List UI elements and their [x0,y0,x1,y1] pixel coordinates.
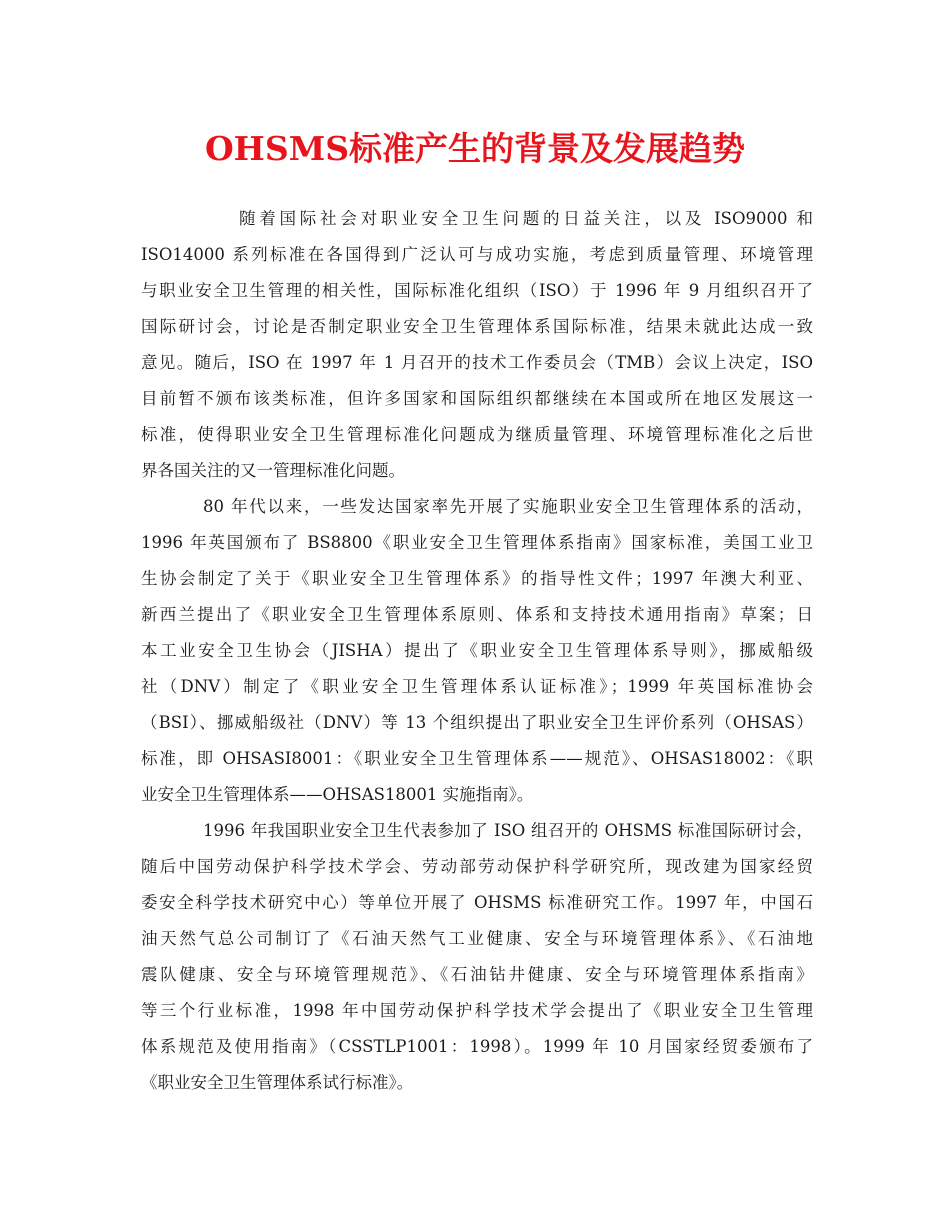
paragraph-line: 1996 年我国职业安全卫生代表参加了 ISO 组召开的 OHSMS 标准国际研讨会， [203,821,813,840]
paragraph-line: 新西兰提出了《职业安全卫生管理体系原则、体系和支持技术通用指南》草案；日 [141,605,813,624]
paragraph-line: ISO14000 系列标准在各国得到广泛认可与成功实施，考虑到质量管理、环境管理 [141,245,813,264]
paragraph-list [141,201,813,1101]
paragraph-line: 本工业安全卫生协会（JISHA）提出了《职业安全卫生管理体系导则》，挪威船级 [141,641,813,660]
document-body [141,201,813,1101]
paragraph-line: 目前暂不颁布该类标准，但许多国家和国际组织都继续在本国或所在地区发展这一 [141,389,813,408]
paragraph [141,201,813,489]
paragraph-line: 80 年代以来，一些发达国家率先开展了实施职业安全卫生管理体系的活动， [203,497,813,516]
paragraph-line: 油天然气总公司制订了《石油天然气工业健康、安全与环境管理体系》、《石油地 [141,929,813,948]
paragraph-line: 社（DNV）制定了《职业安全卫生管理体系认证标准》；1999 年英国标准协会 [141,677,813,696]
paragraph-line: 与职业安全卫生管理的相关性，国际标准化组织（ISO）于 1996 年 9 月组织召开了 [141,281,813,300]
paragraph-line: 体系规范及使用指南》（CSSTLP1001：1998）。1999 年 10 月国家经贸委颁布了 [141,1037,813,1056]
paragraph-line: 震队健康、安全与环境管理规范》、《石油钻井健康、安全与环境管理体系指南》 [141,965,813,984]
paragraph [141,489,813,813]
paragraph-line: 随后中国劳动保护科学技术学会、劳动部劳动保护科学研究所，现改建为国家经贸 [141,857,813,876]
paragraph [141,813,813,1101]
paragraph-line: 委安全科学技术研究中心）等单位开展了 OHSMS 标准研究工作。1997 年，中国石 [141,893,813,912]
paragraph-line: 业安全卫生管理体系——OHSAS18001 实施指南》。 [141,785,534,804]
paragraph-line: 标准，即 OHSASI8001：《职业安全卫生管理体系——规范》、OHSAS18002：《职 [141,749,813,768]
paragraph-line: 意见。随后，ISO 在 1997 年 1 月召开的技术工作委员会（TMB）会议上决定，ISO [141,353,813,372]
paragraph-line: 随着国际社会对职业安全卫生问题的日益关注，以及 ISO9000 和 [239,209,813,228]
paragraph-line: 标准，使得职业安全卫生管理标准化问题成为继质量管理、环境管理标准化之后世 [141,425,813,444]
paragraph-line: （BSI）、挪威船级社（DNV）等 13 个组织提出了职业安全卫生评价系列（OHSAS） [141,713,813,732]
paragraph-line: 生协会制定了关于《职业安全卫生管理体系》的指导性文件；1997 年澳大利亚、 [141,569,813,588]
paragraph-line: 界各国关注的又一管理标准化问题。 [141,461,405,480]
paragraph-line: 《职业安全卫生管理体系试行标准》。 [141,1073,414,1092]
page-title: OHSMS标准产生的背景及发展趋势 [204,129,746,168]
paragraph-line: 国际研讨会，讨论是否制定职业安全卫生管理体系国际标准，结果未就此达成一致 [141,317,813,336]
paragraph-line: 等三个行业标准，1998 年中国劳动保护科学技术学会提出了《职业安全卫生管理 [141,1001,813,1020]
paragraph-line: 1996 年英国颁布了 BS8800《职业安全卫生管理体系指南》国家标准，美国工业卫 [141,533,813,552]
